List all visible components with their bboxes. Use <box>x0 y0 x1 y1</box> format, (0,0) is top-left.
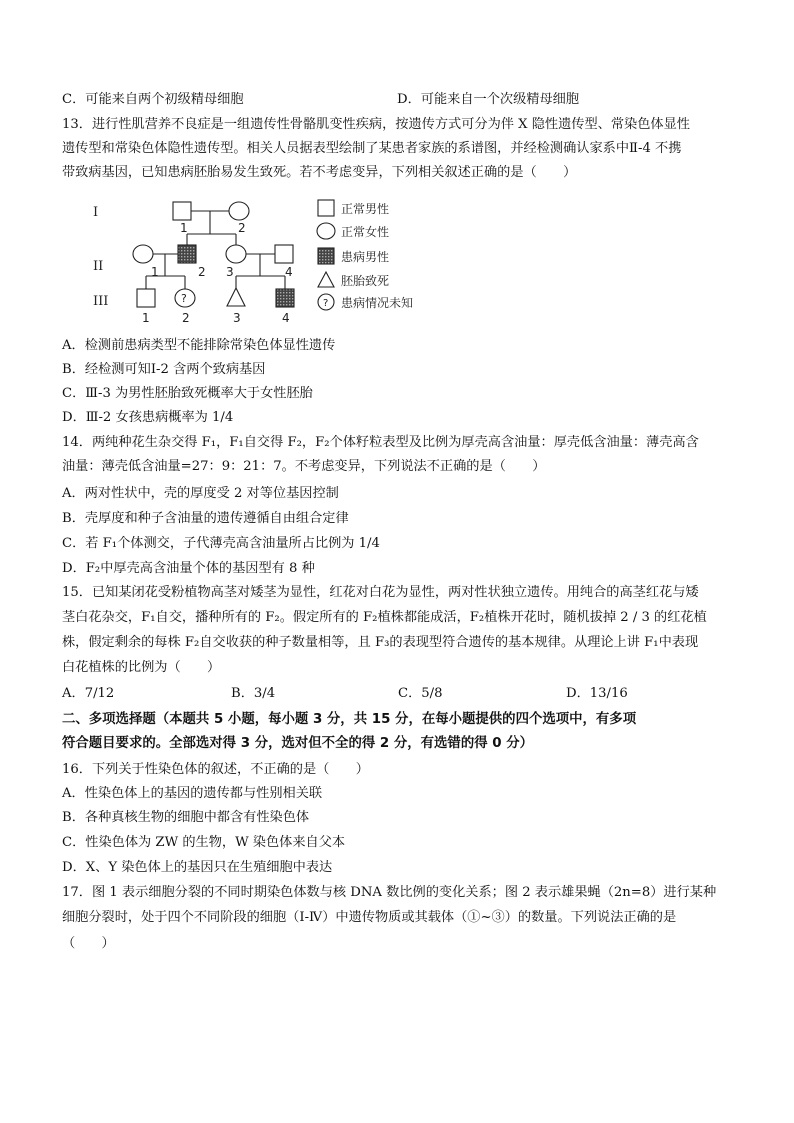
legend-question-mark: ? <box>323 298 329 309</box>
generation-label-I: I <box>93 205 99 220</box>
generation-label-II: II <box>93 259 104 274</box>
III3-number: 3 <box>233 311 241 325</box>
q14-option-b: B．壳厚度和种子含油量的遗传遵循自由组合定律 <box>62 511 349 526</box>
question-mark-III2: ? <box>181 292 187 305</box>
q15-option-b: B．3/4 <box>231 686 276 701</box>
III1-number: 1 <box>142 311 150 325</box>
II1-number: 1 <box>151 265 159 279</box>
legend-normal-male: 正常男性 <box>341 202 390 216</box>
q12-option-c: C．可能来自两个初级精母细胞 <box>62 92 244 107</box>
q15-option-d: D．13/16 <box>566 686 628 701</box>
II4-normal-male <box>275 245 293 263</box>
legend-embryo-death-icon <box>318 272 334 287</box>
II2-number: 2 <box>198 265 206 279</box>
I1-normal-male <box>173 202 191 220</box>
q15-option-a: A．7/12 <box>62 686 115 701</box>
q13-stem-line-3: 带致病基因，已知患病胚胎易发生致死。若不考虑变异，下列相关叙述正确的是（ ） <box>62 165 577 180</box>
q13-option-a: A．检测前患病类型不能排除常染色体显性遗传 <box>62 338 336 353</box>
q17-stem-line-1: 17．图 1 表示细胞分裂的不同时期染色体数与核 DNA 数比例的变化关系；图 2 表示雄果蝇（2n=8）进行某种 <box>62 885 717 900</box>
q13-option-c: C．Ⅲ-3 为男性胚胎致死概率大于女性胚胎 <box>62 386 313 401</box>
q15-option-c: C．5/8 <box>398 686 443 701</box>
q17-stem-line-2: 细胞分裂时，处于四个不同阶段的细胞（Ⅰ-Ⅳ）中遗传物质或其载体（①~③）的数量。下列说法正确的是 <box>62 910 677 925</box>
III2-number: 2 <box>182 311 190 325</box>
q14-stem-line-1: 14．两纯种花生杂交得 F₁，F₁自交得 F₂，F₂个体籽粒表型及比例为厚壳高含油量：厚壳低含油量：薄壳高含 <box>62 435 699 450</box>
pedigree-chart <box>88 196 418 328</box>
q16-option-a: A．性染色体上的基因的遗传都与性别相关联 <box>62 786 323 801</box>
q15-stem-line-1: 15．已知某闭花受粉植物高茎对矮茎为显性，红花对白花为显性，两对性状独立遗传。用纯合的高茎红花与矮 <box>62 585 699 600</box>
II3-number: 3 <box>226 265 234 279</box>
q16-stem: 16．下列关于性染色体的叙述，不正确的是（ ） <box>62 762 369 777</box>
III4-number: 4 <box>282 311 290 325</box>
q14-option-a: A．两对性状中，壳的厚度受 2 对等位基因控制 <box>62 486 339 501</box>
q13-option-b: B．经检测可知Ⅰ-2 含两个致病基因 <box>62 362 266 377</box>
q15-stem-line-2: 茎白花杂交，F₁自交，播种所有的 F₂。假定所有的 F₂植株都能成活，F₂植株开花时，随机拔掉 2 / 3 的红花植 <box>62 610 707 625</box>
legend-normal-female: 正常女性 <box>341 225 390 239</box>
q14-option-d: D．F₂中厚壳高含油量个体的基因型有 8 种 <box>62 561 315 576</box>
legend-unknown: 患病情况未知 <box>341 296 414 310</box>
q14-stem-line-2: 油量：薄壳低含油量=27：9：21：7。不考虑变异，下列说法不正确的是（ ） <box>62 459 546 474</box>
q16-option-d: D．X、Y 染色体上的基因只在生殖细胞中表达 <box>62 860 333 875</box>
generation-label-III: III <box>93 294 109 309</box>
legend-normal-female-icon <box>317 223 335 239</box>
legend-embryo-death: 胚胎致死 <box>341 274 390 288</box>
q12-option-d: D．可能来自一个次级精母细胞 <box>397 92 580 107</box>
I2-number: 2 <box>238 221 246 235</box>
q15-stem-line-3: 株，假定剩余的每株 F₂自交收获的种子数量相等，且 F₃的表现型符合遗传的基本规律。从理论上讲 F₁中表现 <box>62 635 699 650</box>
q13-option-d: D．Ⅲ-2 女孩患病概率为 1/4 <box>62 410 234 425</box>
section-2-header-line-1: 二、多项选择题（本题共 5 小题，每小题 3 分，共 15 分，在每小题提供的四个选项中，有多项 <box>62 712 637 727</box>
legend-affected-male-icon <box>318 248 334 264</box>
II1-normal-female <box>133 245 153 263</box>
q15-stem-line-4: 白花植株的比例为（ ） <box>62 660 221 675</box>
legend-affected-male: 患病男性 <box>341 250 390 264</box>
III1-normal-male <box>137 289 155 307</box>
III4-affected-male <box>276 289 294 307</box>
II3-normal-female <box>226 245 246 263</box>
III3-embryo-death <box>227 288 245 306</box>
q17-stem-line-3: （ ） <box>62 936 115 951</box>
II2-affected-male <box>178 245 196 263</box>
q13-stem-line-2: 遗传型和常染色体隐性遗传型。相关人员据表型绘制了某患者家族的系谱图，并经检测确认家系中Ⅱ-4 不携 <box>62 141 682 156</box>
section-2-header-line-2: 符合题目要求的。全部选对得 3 分，选对但不全的得 2 分，有选错的得 0 分） <box>62 736 534 751</box>
I1-number: 1 <box>180 221 188 235</box>
q13-stem-line-1: 13．进行性肌营养不良症是一组遗传性骨骼肌变性疾病，按遗传方式可分为伴 X 隐性遗传型、常染色体显性 <box>62 117 690 132</box>
q14-option-c: C．若 F₁个体测交，子代薄壳高含油量所占比例为 1/4 <box>62 536 380 551</box>
II4-number: 4 <box>285 265 293 279</box>
q16-option-c: C．性染色体为 ZW 的生物，W 染色体来自父本 <box>62 835 346 850</box>
legend-normal-male-icon <box>318 200 334 216</box>
I2-normal-female <box>229 202 249 220</box>
q16-option-b: B．各种真核生物的细胞中都含有性染色体 <box>62 810 310 825</box>
